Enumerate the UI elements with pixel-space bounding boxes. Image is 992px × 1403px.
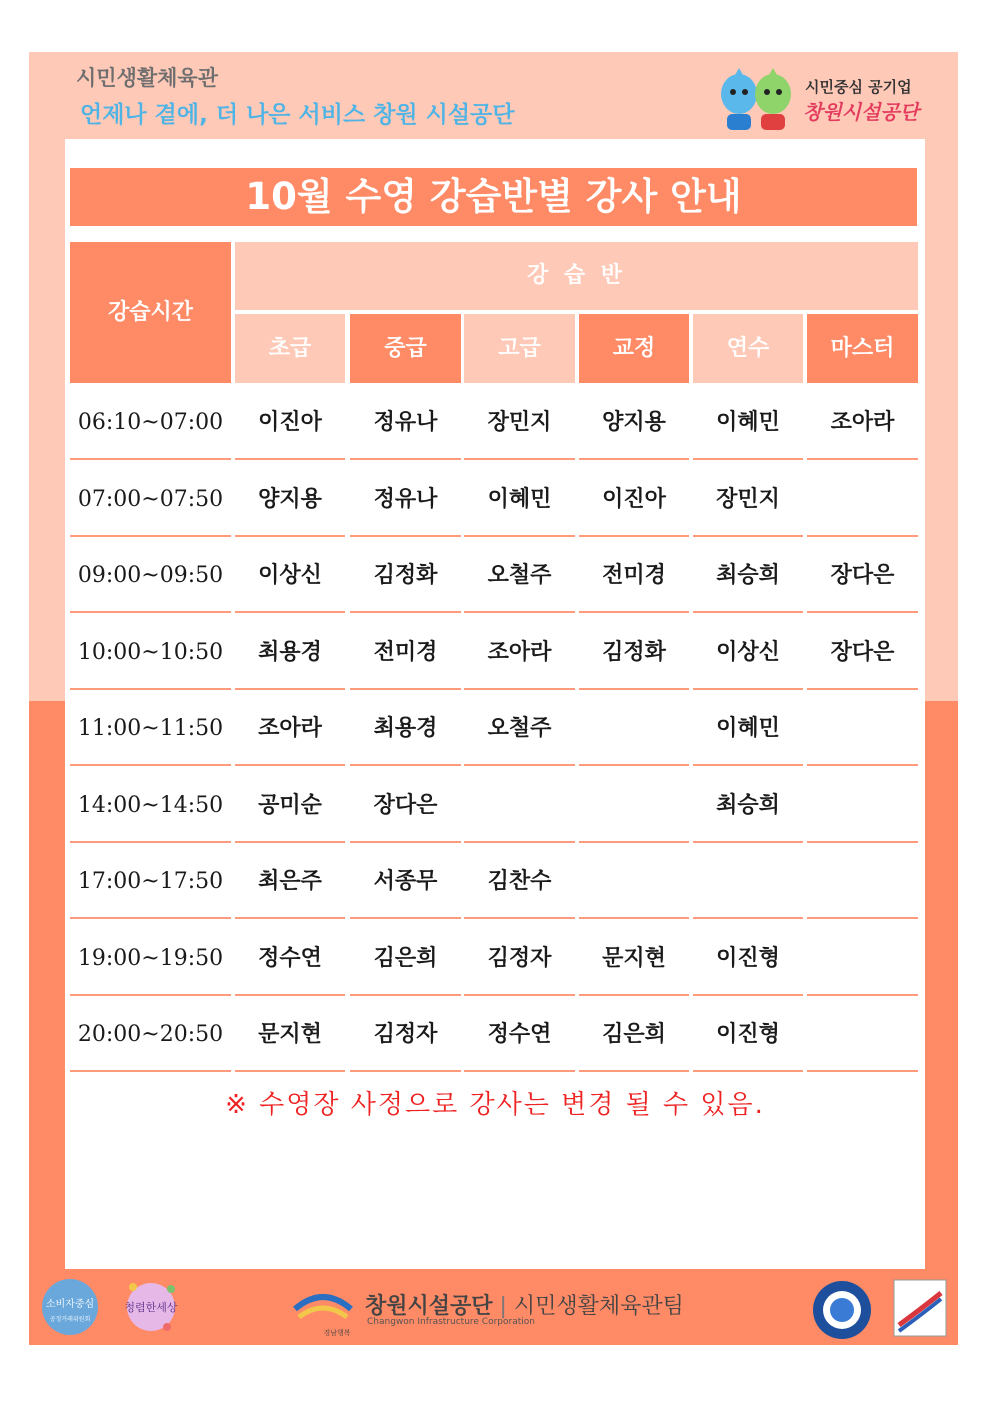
schedule-panel [65, 139, 925, 1269]
integrity-badge-icon [121, 1277, 181, 1337]
mascot-icon [713, 64, 799, 134]
instructor-cell: 최승희 [693, 539, 803, 613]
page-title: 10월 수영 강습반별 강사 안내 [70, 168, 917, 226]
instructor-cell: 김찬수 [464, 845, 575, 919]
footer-logo-sub: Changwon Infrastructure Corporation [367, 1317, 535, 1327]
instructor-cell: 문지현 [579, 922, 689, 996]
instructor-cell: 장민지 [464, 386, 575, 460]
integrity-badge-label: 청렴한세상 [124, 1301, 178, 1314]
footer-logo-text: 창원시설공단 | 시민생활체육관팀 [365, 1294, 684, 1319]
instructor-cell: 최승희 [693, 769, 803, 843]
instructor-cell: 오철주 [464, 539, 575, 613]
level-header: 교정 [579, 314, 689, 383]
instructor-cell: 전미경 [350, 616, 461, 690]
instructor-cell [807, 692, 918, 766]
instructor-cell: 정수연 [464, 998, 575, 1072]
instructor-cell: 이혜민 [693, 386, 803, 460]
instructor-cell: 이상신 [693, 616, 803, 690]
instructor-cell: 오철주 [464, 692, 575, 766]
instructor-cell: 서종무 [350, 845, 461, 919]
instructor-cell: 이진형 [693, 998, 803, 1072]
instructor-cell: 최은주 [235, 845, 345, 919]
instructor-cell [464, 769, 575, 843]
instructor-cell: 장민지 [693, 463, 803, 537]
consumer-badge-label: 소비자중심 [45, 1299, 95, 1310]
poster [29, 52, 958, 1345]
level-header: 초급 [235, 314, 345, 383]
instructor-cell: 양지용 [579, 386, 689, 460]
level-header: 마스터 [807, 314, 918, 383]
instructor-cell: 이혜민 [693, 692, 803, 766]
instructor-cell: 장다은 [350, 769, 461, 843]
brand-name: 창원시설공단 [803, 100, 919, 124]
corporation-logo-label: 경남행복 [323, 1329, 351, 1337]
instructor-cell: 정수연 [235, 922, 345, 996]
org-name: 시민생활체육관 [76, 66, 219, 90]
time-cell: 09:00~09:50 [70, 539, 231, 613]
instructor-cell: 조아라 [235, 692, 345, 766]
time-header: 강습시간 [70, 242, 231, 383]
instructor-cell [579, 845, 689, 919]
instructor-cell: 김정화 [350, 539, 461, 613]
footer-org: 창원시설공단 [365, 1294, 493, 1319]
instructor-cell [807, 922, 918, 996]
instructor-cell: 공미순 [235, 769, 345, 843]
notice: ※ 수영장 사정으로 강사는 변경 될 수 있음. [225, 1090, 765, 1120]
instructor-cell [807, 463, 918, 537]
consumer-badge-sublabel: 공정거래위원회 [49, 1316, 91, 1323]
instructor-cell: 이진아 [579, 463, 689, 537]
instructor-cell: 이상신 [235, 539, 345, 613]
footer-team: 시민생활체육관팀 [513, 1294, 684, 1319]
instructor-cell: 조아라 [807, 386, 918, 460]
instructor-cell: 양지용 [235, 463, 345, 537]
slogan: 언제나 곁에, 더 나은 서비스 창원 시설공단 [80, 102, 515, 128]
instructor-cell: 최용경 [235, 616, 345, 690]
footer [29, 1269, 958, 1345]
brand-tagline: 시민중심 공기업 [805, 78, 912, 96]
instructor-cell: 문지현 [235, 998, 345, 1072]
instructor-cell [807, 769, 918, 843]
instructor-cell: 최용경 [350, 692, 461, 766]
instructor-cell: 장다은 [807, 539, 918, 613]
time-cell: 07:00~07:50 [70, 463, 231, 537]
time-cell: 17:00~17:50 [70, 845, 231, 919]
instructor-cell: 김정자 [464, 922, 575, 996]
time-cell: 14:00~14:50 [70, 769, 231, 843]
instructor-cell: 정유나 [350, 386, 461, 460]
level-header: 고급 [464, 314, 575, 383]
time-cell: 19:00~19:50 [70, 922, 231, 996]
instructor-cell: 정유나 [350, 463, 461, 537]
instructor-cell [807, 998, 918, 1072]
time-cell: 06:10~07:00 [70, 386, 231, 460]
time-cell: 10:00~10:50 [70, 616, 231, 690]
instructor-cell: 김정자 [350, 998, 461, 1072]
instructor-cell: 전미경 [579, 539, 689, 613]
class-header: 강 습 반 [235, 242, 918, 310]
instructor-cell: 김은희 [350, 922, 461, 996]
certification-badge-icon [893, 1279, 947, 1337]
level-header: 연수 [693, 314, 803, 383]
instructor-cell: 김은희 [579, 998, 689, 1072]
instructor-cell [579, 692, 689, 766]
human-rights-badge-icon [811, 1279, 873, 1341]
time-cell: 20:00~20:50 [70, 998, 231, 1072]
instructor-cell [807, 845, 918, 919]
instructor-cell: 이진아 [235, 386, 345, 460]
instructor-cell [693, 845, 803, 919]
instructor-cell: 이진형 [693, 922, 803, 996]
instructor-cell [579, 769, 689, 843]
instructor-cell: 조아라 [464, 616, 575, 690]
instructor-cell: 김정화 [579, 616, 689, 690]
instructor-cell: 이혜민 [464, 463, 575, 537]
corporation-logo-icon [291, 1283, 355, 1339]
level-header: 중급 [350, 314, 461, 383]
instructor-cell: 장다은 [807, 616, 918, 690]
time-cell: 11:00~11:50 [70, 692, 231, 766]
consumer-badge-icon [37, 1277, 103, 1337]
